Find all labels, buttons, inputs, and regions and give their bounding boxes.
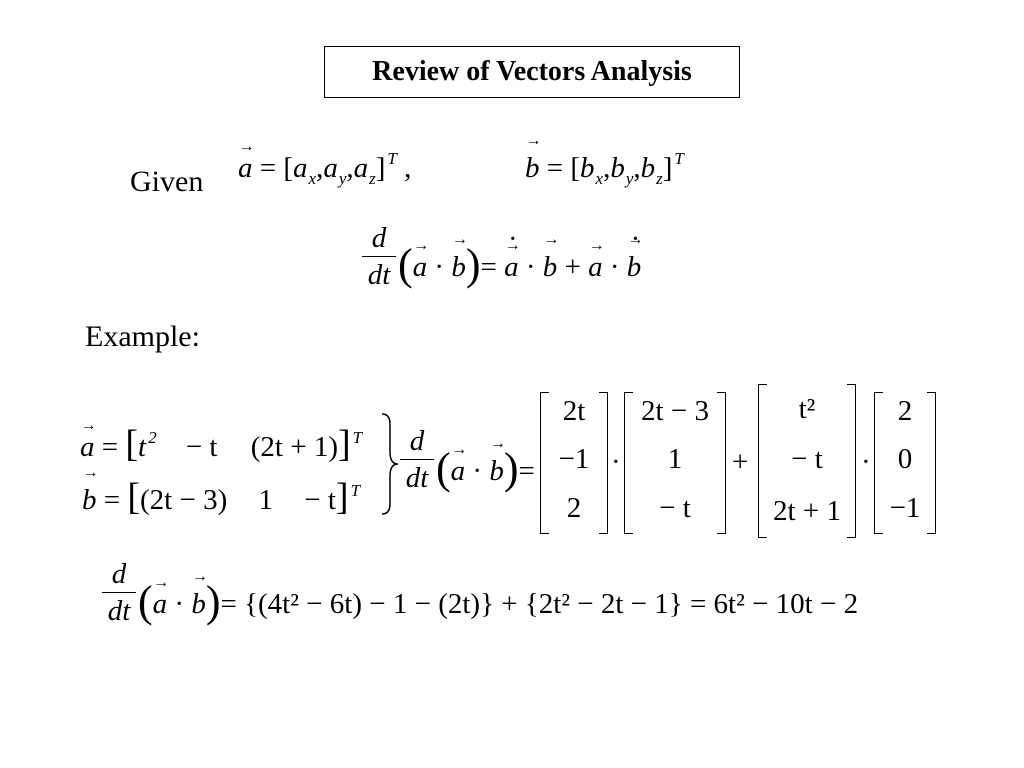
product-rule [398,236,641,287]
a-elem-2: − t [185,431,218,463]
vector-a-definition: a → = $[a_x,a_y,a_z]$ $^T$ , [238,152,411,185]
dot-operator: · [611,446,621,478]
vector-a-symbol: a → [413,251,428,284]
dot-operator: · [609,251,620,283]
a-z: a [353,152,369,184]
sub-y: y [625,169,634,188]
column-vector-2 [624,393,726,533]
frac-numerator: d [409,425,425,457]
b-elem-1: (2t − 3) [140,484,228,516]
matrix-cell: 2 [897,395,913,427]
fraction-bar [102,592,136,593]
given-label: Given [130,165,204,198]
transpose-T: T [352,428,363,447]
example-label: Example: [85,320,200,353]
sub-z: z [656,169,663,188]
dot-operator: · [434,251,445,283]
derivative-operator-example [400,425,434,495]
derivative-operator [362,222,396,292]
matrix-cell: − t [791,443,823,475]
open-paren: ( [436,444,451,493]
vector-b-dot-symbol: · b → [627,251,642,284]
vector-a-symbol: a → [238,152,253,185]
open-bracket: [ [125,423,139,465]
matrix-cell: 1 [667,443,683,475]
close-bracket: ] [375,152,386,184]
example-vector-b [82,475,360,519]
matrix-cell: −1 [558,443,590,475]
equals-sign: = [546,152,564,184]
dot-operator: · [472,455,483,487]
vector-a-symbol: a → [153,588,168,621]
transpose-T: T [387,149,397,168]
sub-y: y [338,169,347,188]
result-expression: = {(4t² − 6t) − 1 − (2t)} + {2t² − 2t − 1} = 6t² − 10t − 2 [220,588,859,620]
close-paren: ) [205,577,221,626]
close-paren: ) [503,444,519,493]
close-bracket: ] [662,152,673,184]
open-paren: ( [398,240,413,289]
fraction-bar [400,459,434,460]
frac-denominator: dt [405,462,429,494]
vector-b-symbol: b → [451,251,466,284]
open-paren: ( [138,577,153,626]
close-bracket: ] [335,476,349,518]
plus-sign: + [732,446,749,478]
equals-sign: = [259,152,277,184]
equals-sign: = [103,484,121,516]
exponent: 2 [148,428,157,447]
vector-b-symbol: b → [543,251,558,284]
comma: , [404,152,412,184]
column-vector-4 [874,393,936,533]
frac-denominator: dt [107,595,131,627]
a-elem-3: (2t + 1) [250,431,338,463]
a-y: a [323,152,338,184]
a-x: a [293,152,308,184]
close-bracket: ] [337,423,351,465]
column-vector-3 [758,385,856,537]
right-curly-brace [378,412,402,516]
close-paren: ) [465,240,481,289]
vector-a-dot-symbol: · a → [504,251,519,284]
column-vector-1 [540,393,608,533]
matrix-cell: 0 [897,443,913,475]
vector-a-symbol: a → [80,431,95,464]
sub-x: x [308,169,317,188]
equals-sign: = [518,455,535,487]
dot-operator: · [174,588,185,620]
equals-sign: = [480,251,497,283]
plus-sign: + [564,251,581,283]
sub-z: z [369,169,376,188]
vector-b-symbol: b → [489,455,504,488]
derivative-operator-result [102,558,136,628]
fraction-bar [362,256,396,257]
dot-operator: · [861,446,871,478]
example-vector-a [80,422,362,466]
vector-b-definition: b → = $[b_x,b_y,b_z]$ $^T$ [525,152,684,185]
matrix-cell: − t [659,492,691,524]
b-elem-2: 1 [258,484,273,516]
b-x: b [580,152,595,184]
frac-numerator: d [111,558,127,590]
sub-x: x [595,169,604,188]
transpose-T: T [350,481,361,500]
b-z: b [640,152,656,184]
open-bracket: [ [127,476,141,518]
frac-numerator: d [371,222,387,254]
vector-b-symbol: b → [191,588,206,621]
example-dot-product-lhs [436,440,535,491]
matrix-cell: 2t − 3 [641,395,709,427]
matrix-cell: 2 [566,492,582,524]
matrix-cell: 2t [562,395,586,427]
transpose-T: T [674,149,684,168]
matrix-cell: −1 [889,492,921,524]
vector-a-symbol: a → [588,251,603,284]
dot-operator: · [525,251,536,283]
vector-b-symbol: b → [525,152,540,185]
frac-denominator: dt [367,259,391,291]
result-equation [138,573,858,624]
matrix-cell: t² [798,393,816,425]
vector-b-symbol: b → [82,484,97,517]
b-y: b [610,152,625,184]
equals-sign: = [101,431,119,463]
open-bracket: [ [570,152,581,184]
b-elem-3: − t [304,484,336,516]
open-bracket: [ [283,152,294,184]
vector-a-symbol: a → [451,455,466,488]
matrix-cell: 2t + 1 [773,495,841,527]
a-elem-1: t [138,431,147,463]
slide-title: Review of Vectors Analysis [324,46,740,98]
